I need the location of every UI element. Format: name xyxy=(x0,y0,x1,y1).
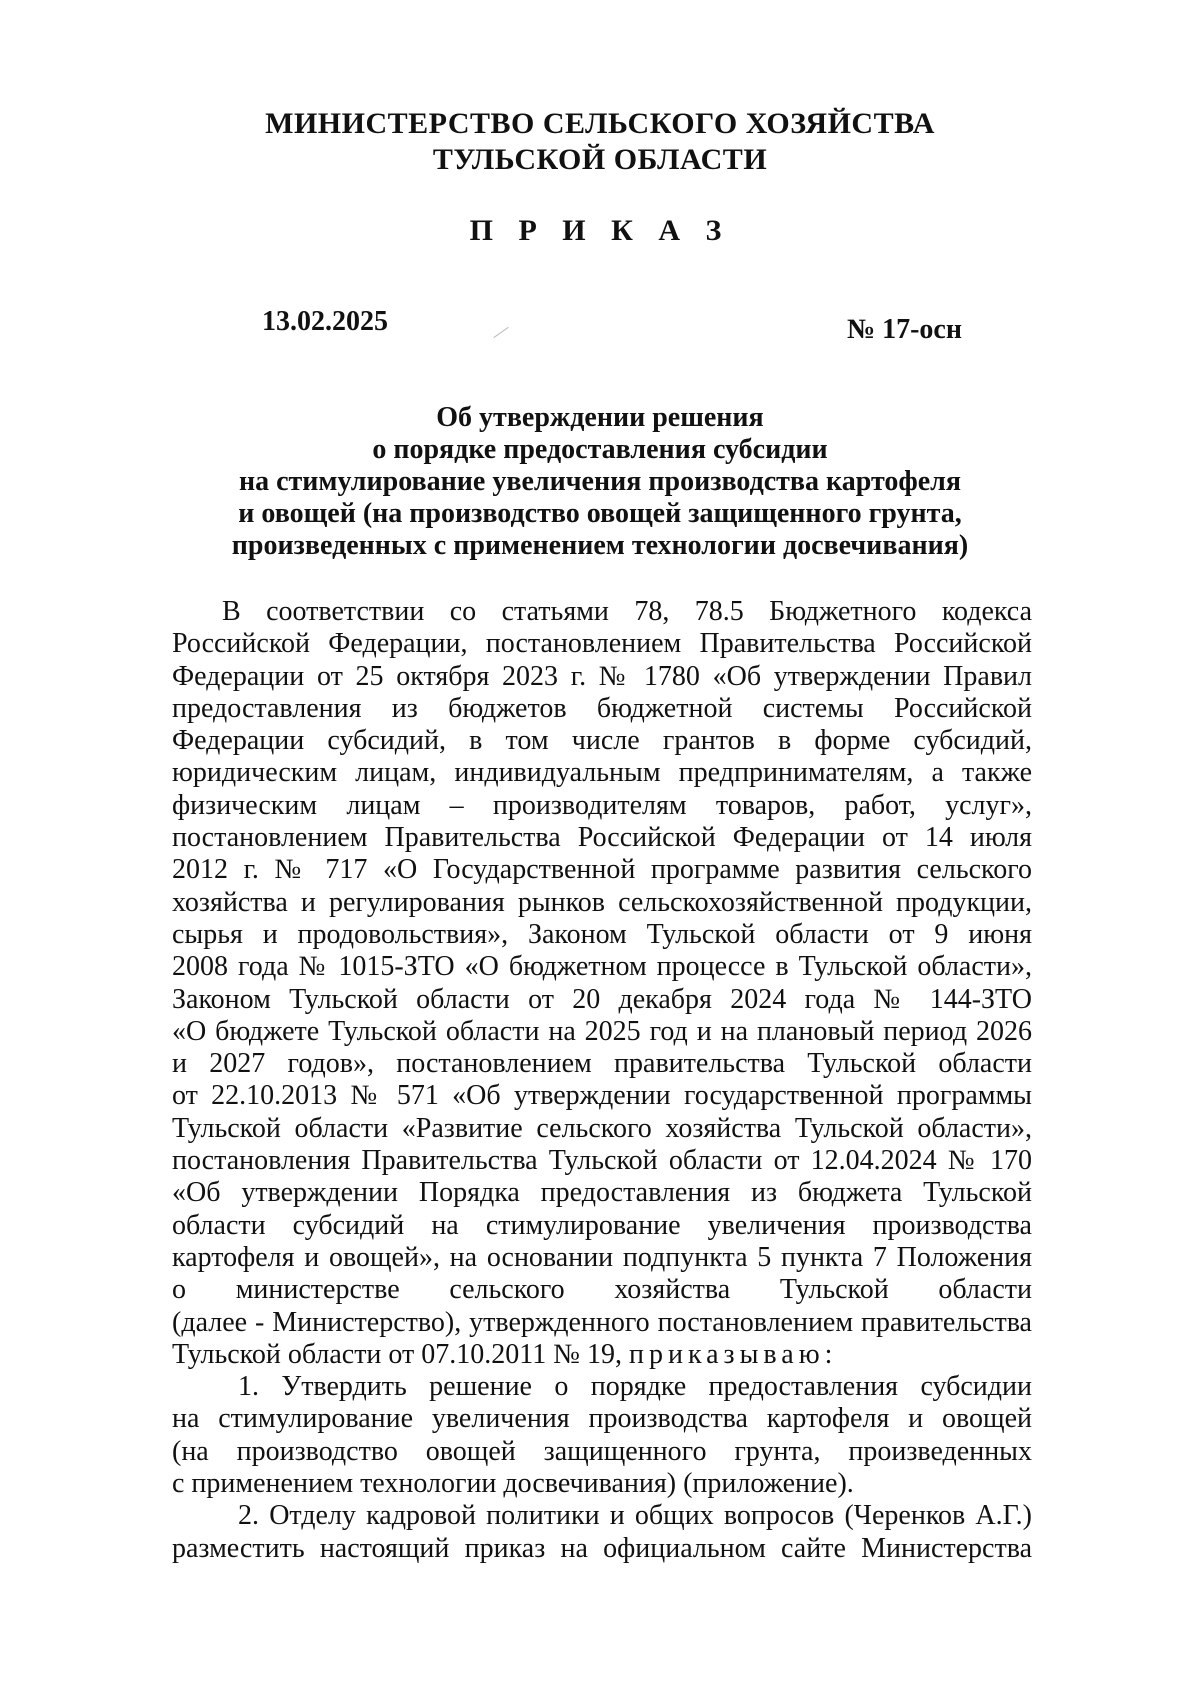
item-2-line: 2. Отделу кадровой политики и общих вопросов (Черенков А.Г.) xyxy=(238,1500,1032,1532)
body-line: 2008 года № 1015-ЗТО «О бюджетном процессе в Тульской области», xyxy=(172,951,1032,983)
body-line: (далее - Министерство), утвержденного постановлением правительства xyxy=(172,1306,1032,1338)
body-line: физическим лицам – производителям товаров, работ, услуг», xyxy=(172,789,1032,821)
subject-line: о порядке предоставления субсидии xyxy=(372,434,828,465)
body-line: предоставления из бюджетов бюджетной системы Российской xyxy=(172,692,1032,724)
body-line: картофеля и овощей», на основании подпункта 5 пункта 7 Положения xyxy=(172,1241,1032,1273)
body-line: области субсидий на стимулирование увеличения производства xyxy=(172,1209,1032,1241)
item-1-line: на стимулирование увеличения производства картофеля и овощей xyxy=(172,1403,1032,1435)
body-line-prefix: Тульской области от 07.10.2011 № 19, xyxy=(172,1338,629,1370)
body-line: Российской Федерации, постановлением Правительства Российской xyxy=(172,628,1032,660)
order-date: 13.02.2025 xyxy=(262,306,388,337)
subject-line: произведенных с применением технологии досвечивания) xyxy=(231,530,969,561)
body-line: и 2027 годов», постановлением правительства Тульской области xyxy=(172,1048,1032,1080)
order-number: № 17-осн xyxy=(846,314,962,345)
body-line: «О бюджете Тульской области на 2025 год и на плановый период 2026 xyxy=(172,1015,1032,1047)
body-line: о министерстве сельского хозяйства Тульской области xyxy=(172,1274,1032,1306)
subject-line: Об утверждении решения xyxy=(436,402,764,433)
item-1-line: (на производство овощей защищенного грунта, произведенных xyxy=(172,1435,1032,1467)
order-verb: приказываю: xyxy=(628,1338,838,1370)
body-line: постановлением Правительства Российской Федерации от 14 июля xyxy=(172,822,1032,854)
item-1-line: с применением технологии досвечивания) (приложение). xyxy=(172,1468,854,1500)
body-line: постановления Правительства Тульской области от 12.04.2024 № 170 xyxy=(172,1145,1032,1177)
subject-line: и овощей (на производство овощей защищенного грунта, xyxy=(238,498,962,529)
body-line: сырья и продовольствия», Законом Тульской области от 9 июня xyxy=(172,918,1032,950)
body-line: 2012 г. № 717 «О Государственной программе развития сельского xyxy=(172,854,1032,886)
subject-line: на стимулирование увеличения производства картофеля xyxy=(238,466,961,497)
body-line: Федерации субсидий, в том числе грантов в форме субсидий, xyxy=(172,725,1032,757)
body-line: В соответствии со статьями 78, 78.5 Бюджетного кодекса xyxy=(222,596,1032,627)
ministry-name-line-1: МИНИСТЕРСТВО СЕЛЬСКОГО ХОЗЯЙСТВА xyxy=(265,107,935,140)
item-2-line: разместить настоящий приказ на официальном сайте Министерства xyxy=(172,1532,1032,1564)
body-line: Федерации от 25 октября 2023 г. № 1780 «Об утверждении Правил xyxy=(172,660,1032,692)
order-body xyxy=(172,596,1032,1565)
document-type-title: П Р И К А З xyxy=(469,214,731,247)
ministry-name-line-2: ТУЛЬСКОЙ ОБЛАСТИ xyxy=(432,143,768,176)
scan-mark xyxy=(493,327,508,338)
body-line: от 22.10.2013 № 571 «Об утверждении государственной программы xyxy=(172,1080,1032,1112)
body-line: хозяйства и регулирования рынков сельскохозяйственной продукции, xyxy=(172,886,1032,918)
body-line: юридическим лицам, индивидуальным предпринимателям, а также xyxy=(172,757,1032,789)
body-line: Законом Тульской области от 20 декабря 2024 года № 144-ЗТО xyxy=(172,983,1032,1015)
body-line: «Об утверждении Порядка предоставления из бюджета Тульской xyxy=(172,1177,1032,1209)
body-line: Тульской области «Развитие сельского хозяйства Тульской области», xyxy=(172,1112,1032,1144)
order-subject xyxy=(0,402,1200,562)
body-line xyxy=(172,1339,1032,1371)
item-1-line: 1. Утвердить решение о порядке предоставления субсидии xyxy=(238,1371,1032,1403)
